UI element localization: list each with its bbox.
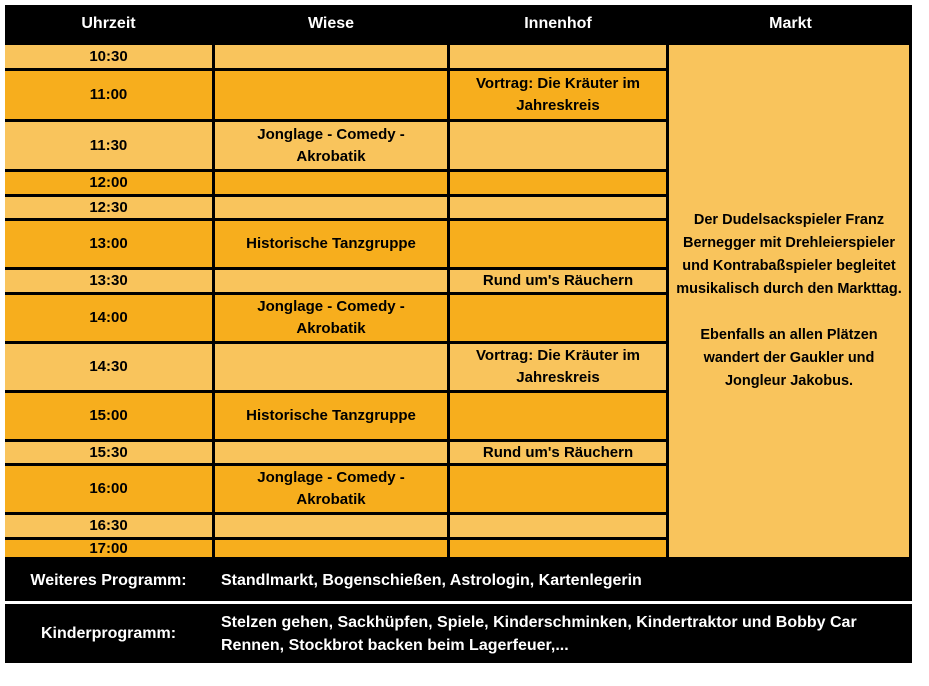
- time-cell: 15:00: [5, 393, 212, 439]
- time-cell: 14:30: [5, 344, 212, 390]
- innenhof-cell: [450, 295, 666, 341]
- wiese-cell: Jonglage - Comedy - Akrobatik: [215, 295, 447, 341]
- innenhof-cell: [450, 172, 666, 194]
- innenhof-cell: [450, 466, 666, 512]
- wiese-cell: [215, 442, 447, 463]
- weiteres-programm-label: Weiteres Programm:: [30, 571, 187, 589]
- time-cell: 13:00: [5, 221, 212, 267]
- markt-paragraph-2: Ebenfalls an allen Plätzen wandert der Gaukler und Jongleur Jakobus.: [700, 327, 878, 389]
- wiese-cell: Jonglage - Comedy - Akrobatik: [215, 466, 447, 512]
- weiteres-programm-text: Standlmarkt, Bogenschießen, Astrologin, Kartenlegerin: [221, 572, 642, 589]
- markt-paragraph-1: Der Dudelsackspieler Franz Bernegger mit Drehleierspieler und Kontrabaßspieler begleitet musikalisch durch den Markttag.: [676, 212, 902, 297]
- innenhof-cell: [450, 540, 666, 557]
- wiese-cell: [215, 540, 447, 557]
- time-cell: 15:30: [5, 442, 212, 463]
- wiese-cell: [215, 344, 447, 390]
- time-cell: 16:00: [5, 466, 212, 512]
- wiese-cell: Historische Tanzgruppe: [215, 393, 447, 439]
- wiese-cell: Historische Tanzgruppe: [215, 221, 447, 267]
- innenhof-cell: [450, 393, 666, 439]
- wiese-cell: [215, 45, 447, 68]
- innenhof-cell: [450, 197, 666, 218]
- time-cell: 12:30: [5, 197, 212, 218]
- innenhof-cell: Vortrag: Die Kräuter im Jahreskreis: [450, 71, 666, 119]
- time-cell: 10:30: [5, 45, 212, 68]
- time-cell: 11:00: [5, 71, 212, 119]
- innenhof-cell: [450, 45, 666, 68]
- time-cell: 17:00: [5, 540, 212, 557]
- wiese-cell: Jonglage - Comedy - Akrobatik: [215, 122, 447, 169]
- kinderprogramm-text: Stelzen gehen, Sackhüpfen, Spiele, Kinderschminken, Kindertraktor und Bobby Car Rennen, Stockbrot backen beim Lagerfeuer,...: [221, 613, 857, 654]
- innenhof-cell: [450, 122, 666, 169]
- header-time: Uhrzeit: [81, 14, 136, 32]
- wiese-cell: [215, 172, 447, 194]
- innenhof-cell: Rund um's Räuchern: [450, 270, 666, 292]
- innenhof-cell: Rund um's Räuchern: [450, 442, 666, 463]
- time-cell: 13:30: [5, 270, 212, 292]
- header-innenhof: Innenhof: [524, 14, 592, 32]
- header-wiese: Wiese: [307, 14, 355, 32]
- wiese-cell: [215, 197, 447, 218]
- schedule-table: [5, 5, 912, 663]
- kinderprogramm-label: Kinderprogramm:: [40, 624, 177, 642]
- time-cell: 12:00: [5, 172, 212, 194]
- innenhof-cell: Vortrag: Die Kräuter im Jahreskreis: [450, 344, 666, 390]
- markt-cell: [669, 45, 909, 557]
- innenhof-cell: [450, 221, 666, 267]
- time-cell: 11:30: [5, 122, 212, 169]
- wiese-cell: [215, 270, 447, 292]
- time-cell: 16:30: [5, 515, 212, 537]
- innenhof-cell: [450, 515, 666, 537]
- time-cell: 14:00: [5, 295, 212, 341]
- wiese-cell: [215, 515, 447, 537]
- wiese-cell: [215, 71, 447, 119]
- header-markt: Markt: [769, 14, 812, 32]
